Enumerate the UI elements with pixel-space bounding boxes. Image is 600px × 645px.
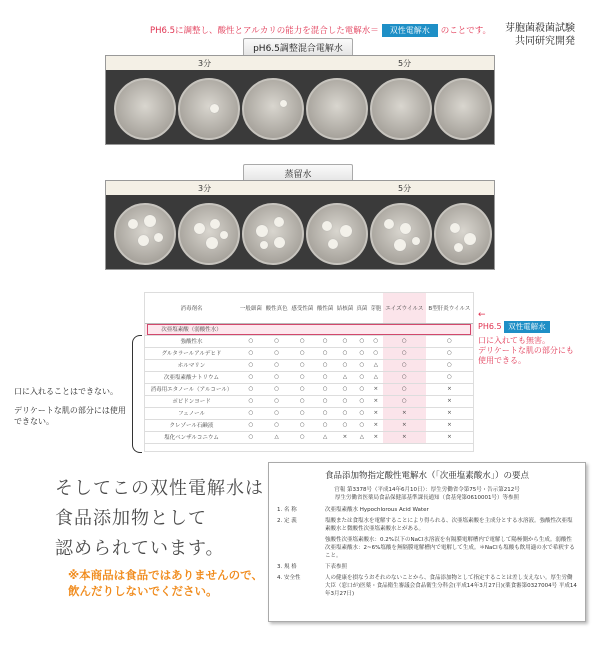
table-cell: ○ bbox=[315, 407, 335, 419]
petri-dish bbox=[242, 78, 304, 140]
table-cell: ○ bbox=[355, 407, 369, 419]
colony bbox=[328, 239, 338, 249]
table-cell: ○ bbox=[335, 359, 355, 371]
colony bbox=[144, 215, 156, 227]
table-header-cell: 消毒剤名 bbox=[145, 293, 238, 323]
panel2-left-time: 3分 bbox=[198, 184, 212, 193]
side-title-line2: 共同研究開発 bbox=[515, 36, 575, 47]
table-cell: ○ bbox=[426, 371, 473, 383]
colony bbox=[194, 223, 205, 234]
panel2-time-labels bbox=[106, 181, 494, 195]
colony bbox=[454, 243, 463, 252]
document-item-value: 塩酸または食塩水を電解することにより得られる、次亜塩素酸を主成分とする水溶液。強酸性次亜塩素酸水と微酸性次亜塩素酸水とがある。 bbox=[325, 518, 573, 532]
table-cell: ○ bbox=[264, 371, 290, 383]
table-cell: ○ bbox=[355, 347, 369, 359]
document-item bbox=[277, 506, 577, 514]
headline-line2: 食品添加物として bbox=[55, 508, 207, 529]
table-cell: ○ bbox=[289, 431, 315, 443]
table-cell: ○ bbox=[335, 395, 355, 407]
colony bbox=[412, 237, 420, 245]
table-cell-name: クレゾール石鹸液 bbox=[145, 419, 238, 431]
right-note-line2: デリケートな肌の部分にも bbox=[478, 346, 574, 355]
document-item-key: 1. 名 称 bbox=[277, 507, 297, 513]
left-note bbox=[14, 386, 132, 427]
table-cell: ○ bbox=[264, 383, 290, 395]
table-cell: ○ bbox=[369, 335, 383, 347]
top-note-suffix: のことです。 bbox=[440, 26, 492, 36]
table-header-cell: 一般細菌 bbox=[238, 293, 264, 323]
document-ref2: 厚生労働省医薬局食品保健部基準課長通知（食基発第0610001号）等参照 bbox=[335, 495, 519, 501]
document-item-key: 2. 定 義 bbox=[277, 518, 297, 524]
colony bbox=[154, 233, 163, 242]
table-cell: ○ bbox=[238, 371, 264, 383]
table-cell: △ bbox=[335, 371, 355, 383]
table-header-cell: 酸性菌 bbox=[315, 293, 335, 323]
side-title-line1: 芽胞菌殺菌試験 bbox=[505, 23, 575, 34]
table-cell: ○ bbox=[335, 383, 355, 395]
table-cell: △ bbox=[264, 431, 290, 443]
right-note bbox=[478, 321, 574, 366]
colony bbox=[128, 219, 138, 229]
table-cell: ○ bbox=[315, 383, 335, 395]
table-cell: ○ bbox=[315, 335, 335, 347]
table-cell-name: ポビドンヨード bbox=[145, 395, 238, 407]
document-item-key: 4. 安全性 bbox=[277, 575, 301, 581]
table-cell: ○ bbox=[315, 395, 335, 407]
table-cell: ○ bbox=[315, 371, 335, 383]
left-note-line1: 口に入れることはできない。 bbox=[14, 387, 118, 396]
panel1-photo bbox=[105, 55, 495, 145]
table-cell: ○ bbox=[355, 359, 369, 371]
petri-dish bbox=[178, 78, 240, 140]
petri-dish bbox=[370, 78, 432, 140]
table-body bbox=[145, 323, 473, 443]
table-cell: ○ bbox=[355, 335, 369, 347]
document-item-value: 人の健康を損なうおそれのないことから、食品添加物として指定することは差し支えない。厚生労働大臣（窓口が)医薬・食品衛生審議会食品衛生分科会(平成14年3月27日)(薬食審第0327004号 平成14年3月27日) bbox=[325, 575, 577, 597]
colony bbox=[210, 104, 219, 113]
table-cell: ○ bbox=[426, 335, 473, 347]
top-note-prefix: PH6.5に調整し、酸性とアルカリの能力を混合した電解水＝ bbox=[150, 26, 379, 36]
table-cell: ○ bbox=[383, 359, 426, 371]
table-cell-name: ホルマリン bbox=[145, 359, 238, 371]
table-cell: ○ bbox=[383, 347, 426, 359]
table-cell: ○ bbox=[426, 347, 473, 359]
table-cell: ○ bbox=[238, 419, 264, 431]
colony bbox=[450, 223, 460, 233]
table-cell: ○ bbox=[264, 359, 290, 371]
table-cell: ○ bbox=[289, 371, 315, 383]
table-header-cell: B型肝炎ウイルス bbox=[426, 293, 473, 323]
table-cell-name: 次亜塩素酸ナトリウム bbox=[145, 371, 238, 383]
table-row bbox=[145, 335, 473, 347]
document-items bbox=[277, 506, 577, 598]
table-row bbox=[145, 407, 473, 419]
table-cell: ○ bbox=[383, 335, 426, 347]
table-cell: ○ bbox=[289, 407, 315, 419]
document-item-value: 強酸性次亜塩素酸水：0.2%以下のNaCl水溶液を有隔膜電解槽内で電解して陽極側から生成。弱酸性次亜塩素酸水：2~6%塩酸を無隔膜電解槽内で電解して生成。＊NaClも塩酸も飲用適の水で希釈すること。 bbox=[325, 537, 575, 559]
right-note-badge: 双性電解水 bbox=[504, 321, 550, 333]
table-cell: ○ bbox=[315, 419, 335, 431]
table-cell: ○ bbox=[335, 419, 355, 431]
petri-dish bbox=[114, 203, 176, 265]
warning-note: ※本商品は食品ではありませんので、飲んだりしないでください。 bbox=[68, 568, 263, 598]
table-cell: △ bbox=[355, 431, 369, 443]
table-cell: ○ bbox=[289, 383, 315, 395]
panel1-label: pH6.5調整混合電解水 bbox=[243, 38, 353, 57]
colony bbox=[220, 231, 228, 239]
table-cell: ○ bbox=[264, 347, 290, 359]
colony bbox=[274, 217, 284, 227]
table-cell-name: 塩化ベンザルコニウム bbox=[145, 431, 238, 443]
colony bbox=[464, 233, 476, 245]
document-item bbox=[277, 574, 577, 598]
table-cell: × bbox=[383, 407, 426, 419]
colony bbox=[210, 219, 220, 229]
table-cell: × bbox=[335, 431, 355, 443]
panel2-photo bbox=[105, 180, 495, 270]
document-item bbox=[277, 563, 577, 571]
table-cell: ○ bbox=[238, 347, 264, 359]
table-cell: ○ bbox=[426, 359, 473, 371]
headline-line1: そしてこの双性電解水は bbox=[55, 478, 264, 499]
table-header-cell: 結核菌 bbox=[335, 293, 355, 323]
document-title: 食品添加物指定酸性電解水（「次亜塩素酸水」）の要点 bbox=[324, 471, 529, 481]
petri-dish bbox=[114, 78, 176, 140]
table-row bbox=[145, 419, 473, 431]
right-note-prefix: PH6.5 bbox=[478, 322, 502, 331]
table-cell: ○ bbox=[238, 359, 264, 371]
colony bbox=[340, 225, 352, 237]
table-row bbox=[145, 395, 473, 407]
table-header-cell: エイズウイルス bbox=[383, 293, 426, 323]
headline bbox=[55, 474, 264, 564]
table-cell-name: 次亜塩素酸（弱酸性水） bbox=[145, 323, 238, 335]
colony bbox=[400, 223, 411, 234]
colony bbox=[206, 237, 218, 249]
colony bbox=[384, 219, 394, 229]
table-cell: × bbox=[383, 419, 426, 431]
table-cell: ○ bbox=[355, 383, 369, 395]
right-note-line3: 使用できる。 bbox=[478, 356, 526, 365]
table-cell: ○ bbox=[289, 335, 315, 347]
table-cell: × bbox=[369, 419, 383, 431]
table-cell-name: グルタラールアルデヒド bbox=[145, 347, 238, 359]
table-row bbox=[145, 359, 473, 371]
table-cell: ○ bbox=[335, 407, 355, 419]
document-item-value: 下表参照 bbox=[325, 564, 348, 570]
document-item-value: 次亜塩素酸水 Hypochlorous Acid Water bbox=[325, 507, 429, 513]
table-cell: ○ bbox=[355, 371, 369, 383]
colony bbox=[260, 241, 268, 249]
table-cell: ○ bbox=[289, 395, 315, 407]
table-cell: ○ bbox=[238, 395, 264, 407]
headline-line3: 認められています。 bbox=[55, 538, 225, 559]
petri-dish bbox=[434, 203, 492, 265]
table-cell: ○ bbox=[369, 347, 383, 359]
side-title bbox=[505, 22, 575, 48]
panel2-right-time: 5分 bbox=[398, 184, 412, 193]
table-cell: ○ bbox=[264, 395, 290, 407]
table-cell: ○ bbox=[383, 371, 426, 383]
brace-icon bbox=[132, 335, 142, 453]
table-cell: × bbox=[426, 395, 473, 407]
table-cell: △ bbox=[369, 371, 383, 383]
table-cell: ○ bbox=[264, 335, 290, 347]
panel1-time-labels bbox=[106, 56, 494, 70]
table-cell: ○ bbox=[238, 335, 264, 347]
petri-dish bbox=[242, 203, 304, 265]
colony bbox=[280, 100, 287, 107]
petri-dish bbox=[306, 203, 368, 265]
table-cell: × bbox=[426, 419, 473, 431]
panel1-right-time: 5分 bbox=[398, 59, 412, 68]
table-cell-name: 消毒用エタノール（アルコール） bbox=[145, 383, 238, 395]
table-cell: ○ bbox=[238, 383, 264, 395]
regulation-document bbox=[268, 462, 586, 622]
table-cell: △ bbox=[369, 359, 383, 371]
highlight-box bbox=[147, 324, 471, 335]
table-header-cell: 酸性真色 bbox=[264, 293, 290, 323]
table-cell: ○ bbox=[315, 359, 335, 371]
table-cell: ○ bbox=[383, 395, 426, 407]
left-note-line2: デリケートな肌の部分には使用できない。 bbox=[14, 406, 126, 426]
table-cell: ○ bbox=[335, 335, 355, 347]
table-cell: × bbox=[383, 431, 426, 443]
table-cell: ○ bbox=[315, 347, 335, 359]
table-cell: ○ bbox=[335, 347, 355, 359]
table-cell: × bbox=[369, 431, 383, 443]
table-cell: ○ bbox=[289, 419, 315, 431]
document-item-key: 3. 規 格 bbox=[277, 564, 297, 570]
colony bbox=[394, 239, 406, 251]
table-cell: ○ bbox=[355, 419, 369, 431]
table-row bbox=[145, 431, 473, 443]
table-row bbox=[145, 383, 473, 395]
table-cell: ○ bbox=[383, 383, 426, 395]
table-cell: △ bbox=[315, 431, 335, 443]
colony bbox=[274, 237, 285, 248]
table-cell: ○ bbox=[238, 431, 264, 443]
table-cell: × bbox=[369, 395, 383, 407]
table-cell: × bbox=[426, 383, 473, 395]
table-cell: ○ bbox=[289, 347, 315, 359]
efficacy-table bbox=[145, 293, 473, 444]
petri-dish bbox=[306, 78, 368, 140]
table-cell: ○ bbox=[264, 419, 290, 431]
table-header-cell: 芽胞 bbox=[369, 293, 383, 323]
efficacy-table-frame bbox=[144, 292, 474, 452]
table-cell-name: 強酸性水 bbox=[145, 335, 238, 347]
colony bbox=[256, 225, 268, 237]
table-header-cell: 真菌 bbox=[355, 293, 369, 323]
table-row bbox=[145, 347, 473, 359]
table-cell: × bbox=[369, 383, 383, 395]
document-item-key bbox=[277, 536, 325, 560]
top-note bbox=[150, 24, 491, 37]
colony bbox=[322, 221, 332, 231]
table-cell: × bbox=[426, 431, 473, 443]
document-ref1: 官報 第3378号（平成14年6月10日）：厚生労働省令第75号・告示第212号 bbox=[334, 487, 520, 493]
table-header-cell: 感受性菌 bbox=[289, 293, 315, 323]
panel2-label: 蒸留水 bbox=[243, 164, 353, 183]
petri-dish bbox=[370, 203, 432, 265]
table-cell: × bbox=[426, 407, 473, 419]
table-header-row bbox=[145, 293, 473, 323]
panel1-left-time: 3分 bbox=[198, 59, 212, 68]
right-note-line1: 口に入れても無害。 bbox=[478, 336, 550, 345]
top-note-badge: 双性電解水 bbox=[382, 24, 438, 37]
document-item bbox=[277, 517, 577, 533]
table-row bbox=[145, 371, 473, 383]
table-cell: ○ bbox=[355, 395, 369, 407]
table-cell-name: フェノール bbox=[145, 407, 238, 419]
petri-dish bbox=[178, 203, 240, 265]
table-cell: ○ bbox=[238, 407, 264, 419]
document-item bbox=[277, 536, 577, 560]
table-cell: ○ bbox=[289, 359, 315, 371]
colony bbox=[138, 235, 149, 246]
table-cell: ○ bbox=[264, 407, 290, 419]
table-cell: × bbox=[369, 407, 383, 419]
arrow-icon: ← bbox=[478, 310, 486, 320]
petri-dish bbox=[434, 78, 492, 140]
